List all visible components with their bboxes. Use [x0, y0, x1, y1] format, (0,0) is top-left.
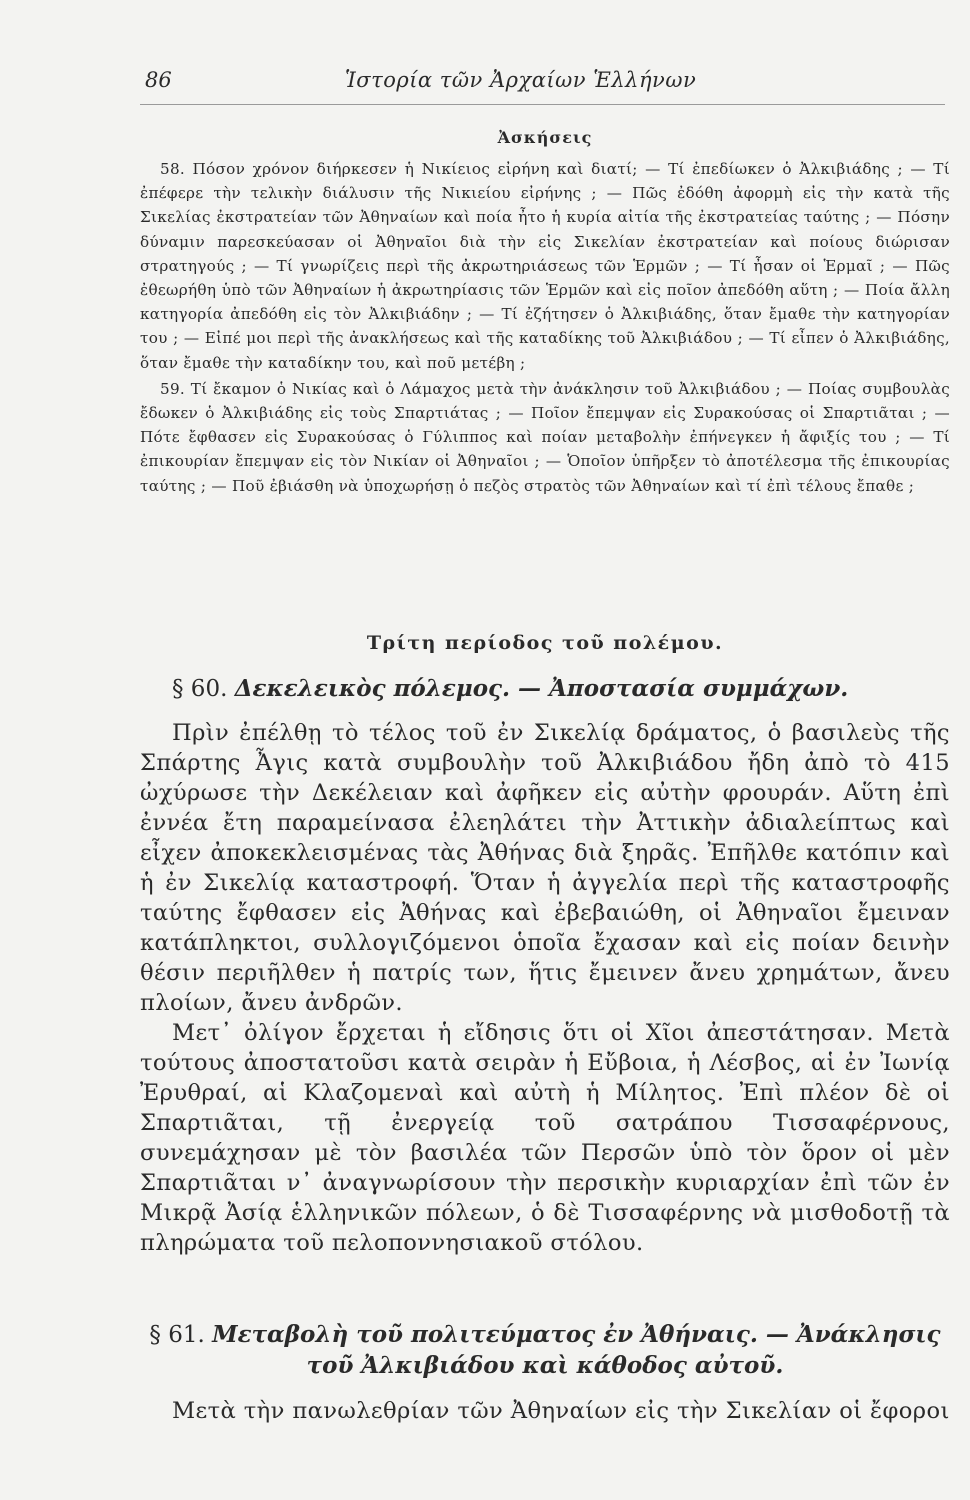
- exercises-section: [140, 128, 950, 498]
- section-60-title: Δεκελεικὸς πόλεμος. — Ἀποστασία συμμάχων.: [234, 675, 849, 702]
- section-60: [140, 674, 950, 1258]
- section-61-title-line-2: τοῦ Ἀλκιβιάδου καὶ κάθοδος αὐτοῦ.: [306, 1352, 784, 1379]
- exercise-59: 59. Τί ἔκαμον ὁ Νικίας καὶ ὁ Λάμαχος μετὰ τὴν ἀνάκλησιν τοῦ Ἀλκιβιάδου ; — Ποίας συμβουλὰς ἔδωκεν ὁ Ἀλκιβιάδης εἰς τοὺς Σπαρτιάτας ; — Ποῖον ἔπεμψαν εἰς Συρακούσας οἱ Σπαρτιᾶται ; — Πότε ἔφθασεν εἰς Συρακούσας ὁ Γύλιππος καὶ ποίαν μεταβολὴν ἐπήνεγκεν ἡ ἄφιξίς του ; — Τί ἐπικουρίαν ἔπεμψαν εἰς τὸν Νικίαν οἱ Ἀθηναῖοι ; — Ὁποῖον ὑπῆρξεν τὸ ἀποτέλεσμα τῆς ἐπικουρίας ταύτης ; — Ποῦ ἐβιάσθη νὰ ὑποχωρήσῃ ὁ πεζὸς στρατὸς τῶν Ἀθηναίων καὶ τί ἐπὶ τέλους ἔπαθε ;: [140, 379, 950, 495]
- section-60-paragraph-2: Μετ᾽ ὀλίγον ἔρχεται ἡ εἴδησις ὅτι οἱ Χῖοι ἀπεστάτησαν. Μετὰ τούτους ἀποστατοῦσι κατὰ σειρὰν ἡ Εὔβοια, ἡ Λέσβος, αἱ ἐν Ἰωνίᾳ Ἐρυθραί, αἱ Κλαζομεναὶ καὶ αὐτὴ ἡ Μίλητος. Ἐπὶ πλέον δὲ οἱ Σπαρτιᾶται, τῇ ἐνεργείᾳ τοῦ σατράπου Τισσαφέρνους, συνεμάχησαν μὲ τὸν βασιλέα τῶν Περσῶν ὑπὸ τὸν ὅρον οἱ μὲν Σπαρτιᾶται ν᾽ ἀναγνωρίσουν τὴν περσικὴν κυριαρχίαν ἐπὶ τῶν ἐν Μικρᾷ Ἀσίᾳ ἑλληνικῶν πόλεων, ὁ δὲ Τισσαφέρνης νὰ μισθοδοτῇ τὰ πληρώματα τοῦ πελοποννησιακοῦ στόλου.: [140, 1020, 950, 1256]
- section-60-paragraph-1: Πρὶν ἐπέλθῃ τὸ τέλος τοῦ ἐν Σικελίᾳ δράματος, ὁ βασιλεὺς τῆς Σπάρτης Ἆγις κατὰ συμβουλὴν τοῦ Ἀλκιβιάδου ἤδη ἀπὸ τὸ 415 ὠχύρωσε τὴν Δεκέλειαν καὶ ἀφῆκεν εἰς αὐτὴν φρουράν. Αὕτη ἐπὶ ἐννέα ἔτη παραμείνασα ἐλεηλάτει τὴν Ἀττικὴν ἀδιαλείπτως καὶ εἶχεν ἀποκεκλεισμένας τὰς Ἀθήνας διὰ ξηρᾶς. Ἐπῆλθε κατόπιν καὶ ἡ ἐν Σικελίᾳ καταστροφή. Ὅταν ἡ ἀγγελία περὶ τῆς καταστροφῆς ταύτης ἔφθασεν εἰς Ἀθήνας καὶ ἐβεβαιώθη, οἱ Ἀθηναῖοι ἔμειναν κατάπληκτοι, συλλογιζόμενοι ὁποῖα ἔχασαν καὶ εἰς ποίαν δεινὴν θέσιν περιῆλθεν ἡ πατρίς των, ἥτις ἔμεινεν ἄνευ χρημάτων, ἄνευ πλοίων, ἄνευ ἀνδρῶν.: [140, 720, 950, 1016]
- section-61-paragraph-1: Μετὰ τὴν πανωλεθρίαν τῶν Ἀθηναίων εἰς τὴν Σικελίαν οἱ ἔφοροι: [172, 1398, 950, 1424]
- exercise-58: 58. Πόσον χρόνον διήρκεσεν ἡ Νικίειος εἰρήνη καὶ διατί; — Τί ἐπεδίωκεν ὁ Ἀλκιβιάδης ; — Τί ἐπέφερε τὴν τελικὴν διάλυσιν τῆς Νικιείου εἰρήνης ; — Πῶς ἐδόθη ἀφορμὴ εἰς τὴν κατὰ τῆς Σικελίας ἐκστρατείαν τῶν Ἀθηναίων καὶ ποία ἦτο ἡ κυρία αἰτία τῆς ἐκστρατείας ταύτης ; — Πόσην δύναμιν παρεσκεύασαν οἱ Ἀθηναῖοι διὰ τὴν εἰς Σικελίαν ἐκστρατείαν καὶ ποίους διώρισαν στρατηγούς ; — Τί γνωρίζεις περὶ τῆς ἀκρωτηριάσεως τῶν Ἑρμῶν ; — Τί ἦσαν οἱ Ἑρμαῖ ; — Πῶς ἐθεωρήθη ὑπὸ τῶν Ἀθηναίων ἡ ἀκρωτηρίασις τῶν Ἑρμῶν καὶ εἰς ποῖον ἀπεδόθη αὕτη ; — Ποία ἄλλη κατηγορία ἀπεδόθη εἰς τὸν Ἀλκιβιάδην ; — Τί ἐζήτησεν ὁ Ἀλκιβιάδης, ὅταν ἔμαθε τὴν κατηγορίαν του ; — Εἰπέ μοι περὶ τῆς ἀνακλήσεως καὶ τῆς καταδίκης τοῦ Ἀλκιβιάδου ; — Τί εἶπεν ὁ Ἀλκιβιάδης, ὅταν ἔμαθε τὴν καταδίκην του, καὶ ποῦ μετέβη ;: [140, 160, 950, 372]
- section-61-mark: § 61.: [149, 1322, 205, 1348]
- section-60-heading: [140, 674, 950, 704]
- section-61-title-line-1: Μεταβολὴ τοῦ πολιτεύματος ἐν Ἀθήναις. — Ἀνάκλησις: [212, 1321, 941, 1348]
- header-rule: [140, 104, 945, 105]
- section-60-mark: § 60.: [172, 676, 228, 702]
- period-heading: Τρίτη περίοδος τοῦ πολέμου.: [366, 632, 724, 654]
- page-header: [145, 68, 945, 98]
- section-61-heading: [140, 1320, 950, 1350]
- exercises-heading: Ἀσκήσεις: [497, 128, 593, 147]
- running-title: Ἱστορία τῶν Ἀρχαίων Ἑλλήνων: [345, 68, 697, 92]
- page-number: 86: [145, 68, 172, 92]
- section-61: [140, 1320, 950, 1426]
